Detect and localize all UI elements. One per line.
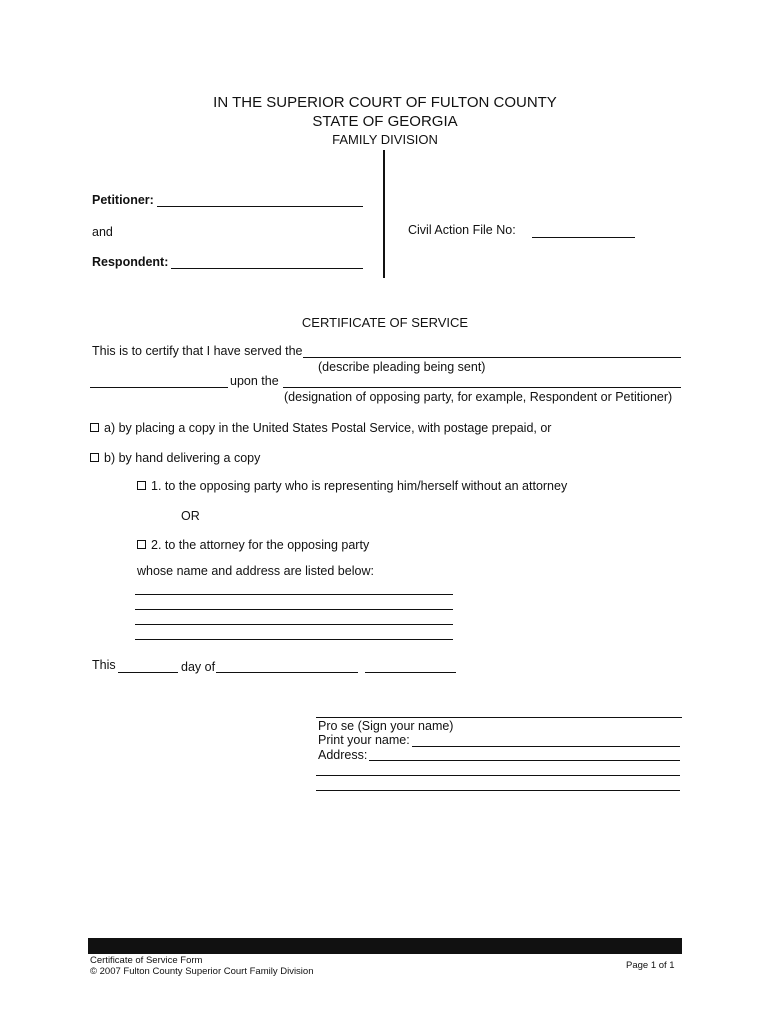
address-field[interactable] <box>369 760 680 761</box>
option-b[interactable] <box>90 451 260 465</box>
petitioner-field[interactable] <box>157 206 363 207</box>
month-field[interactable] <box>216 672 358 673</box>
attorney-address-line[interactable] <box>135 609 453 610</box>
petitioner-label: Petitioner: <box>92 193 154 207</box>
option-a-label: a) by placing a copy in the United States Postal Service, with postage prepaid, or <box>104 421 552 435</box>
respondent-field[interactable] <box>171 268 363 269</box>
option-a-checkbox[interactable] <box>90 423 99 432</box>
pleading-field[interactable] <box>303 357 681 358</box>
address-field[interactable] <box>316 775 680 776</box>
attorney-address-line[interactable] <box>135 594 453 595</box>
upon-text: upon the <box>230 374 279 388</box>
day-field[interactable] <box>118 672 178 673</box>
signature-line[interactable] <box>316 717 682 718</box>
court-title: IN THE SUPERIOR COURT OF FULTON COUNTY <box>213 94 557 111</box>
footer-bar <box>88 938 682 954</box>
sub-option-1[interactable] <box>137 479 567 493</box>
civil-action-field[interactable] <box>532 237 635 238</box>
address-field[interactable] <box>316 790 680 791</box>
party-caption: (designation of opposing party, for example, Respondent or Petitioner) <box>284 390 673 404</box>
option-b-checkbox[interactable] <box>90 453 99 462</box>
sub-option-2[interactable] <box>137 538 369 552</box>
attorney-address-line[interactable] <box>135 624 453 625</box>
this-text: This <box>92 658 116 672</box>
address-label: Address: <box>318 748 368 762</box>
and-label: and <box>92 225 113 239</box>
footer-page-number: Page 1 of 1 <box>626 960 675 971</box>
attorney-address-line[interactable] <box>135 639 453 640</box>
or-text: OR <box>181 509 200 523</box>
served-date-field[interactable] <box>90 387 228 388</box>
certify-text: This is to certify that I have served the <box>92 344 303 358</box>
sub-option-1-checkbox[interactable] <box>137 481 146 490</box>
sub-option-2-label: 2. to the attorney for the opposing party <box>151 538 370 552</box>
address-intro: whose name and address are listed below: <box>137 564 374 578</box>
certificate-title: CERTIFICATE OF SERVICE <box>301 315 469 330</box>
year-field[interactable] <box>365 672 456 673</box>
sub-option-1-label: 1. to the opposing party who is representing him/herself without an attorney <box>151 479 568 493</box>
caption-divider <box>383 150 385 278</box>
day-of-text: day of <box>181 660 216 674</box>
print-name-field[interactable] <box>412 746 680 747</box>
respondent-label: Respondent: <box>92 255 169 269</box>
opposing-party-field[interactable] <box>283 387 681 388</box>
footer-form-name: Certificate of Service Form <box>90 955 203 966</box>
option-b-label: b) by hand delivering a copy <box>104 451 261 465</box>
civil-action-label: Civil Action File No: <box>408 223 516 237</box>
print-name-label: Print your name: <box>318 733 410 747</box>
pleading-caption: (describe pleading being sent) <box>318 360 486 374</box>
option-a[interactable] <box>90 421 551 435</box>
state-title: STATE OF GEORGIA <box>312 113 458 130</box>
footer-copyright: © 2007 Fulton County Superior Court Family Division <box>90 966 314 977</box>
sub-option-2-checkbox[interactable] <box>137 540 146 549</box>
sign-label: Pro se (Sign your name) <box>318 719 454 733</box>
division-title: FAMILY DIVISION <box>332 132 438 147</box>
